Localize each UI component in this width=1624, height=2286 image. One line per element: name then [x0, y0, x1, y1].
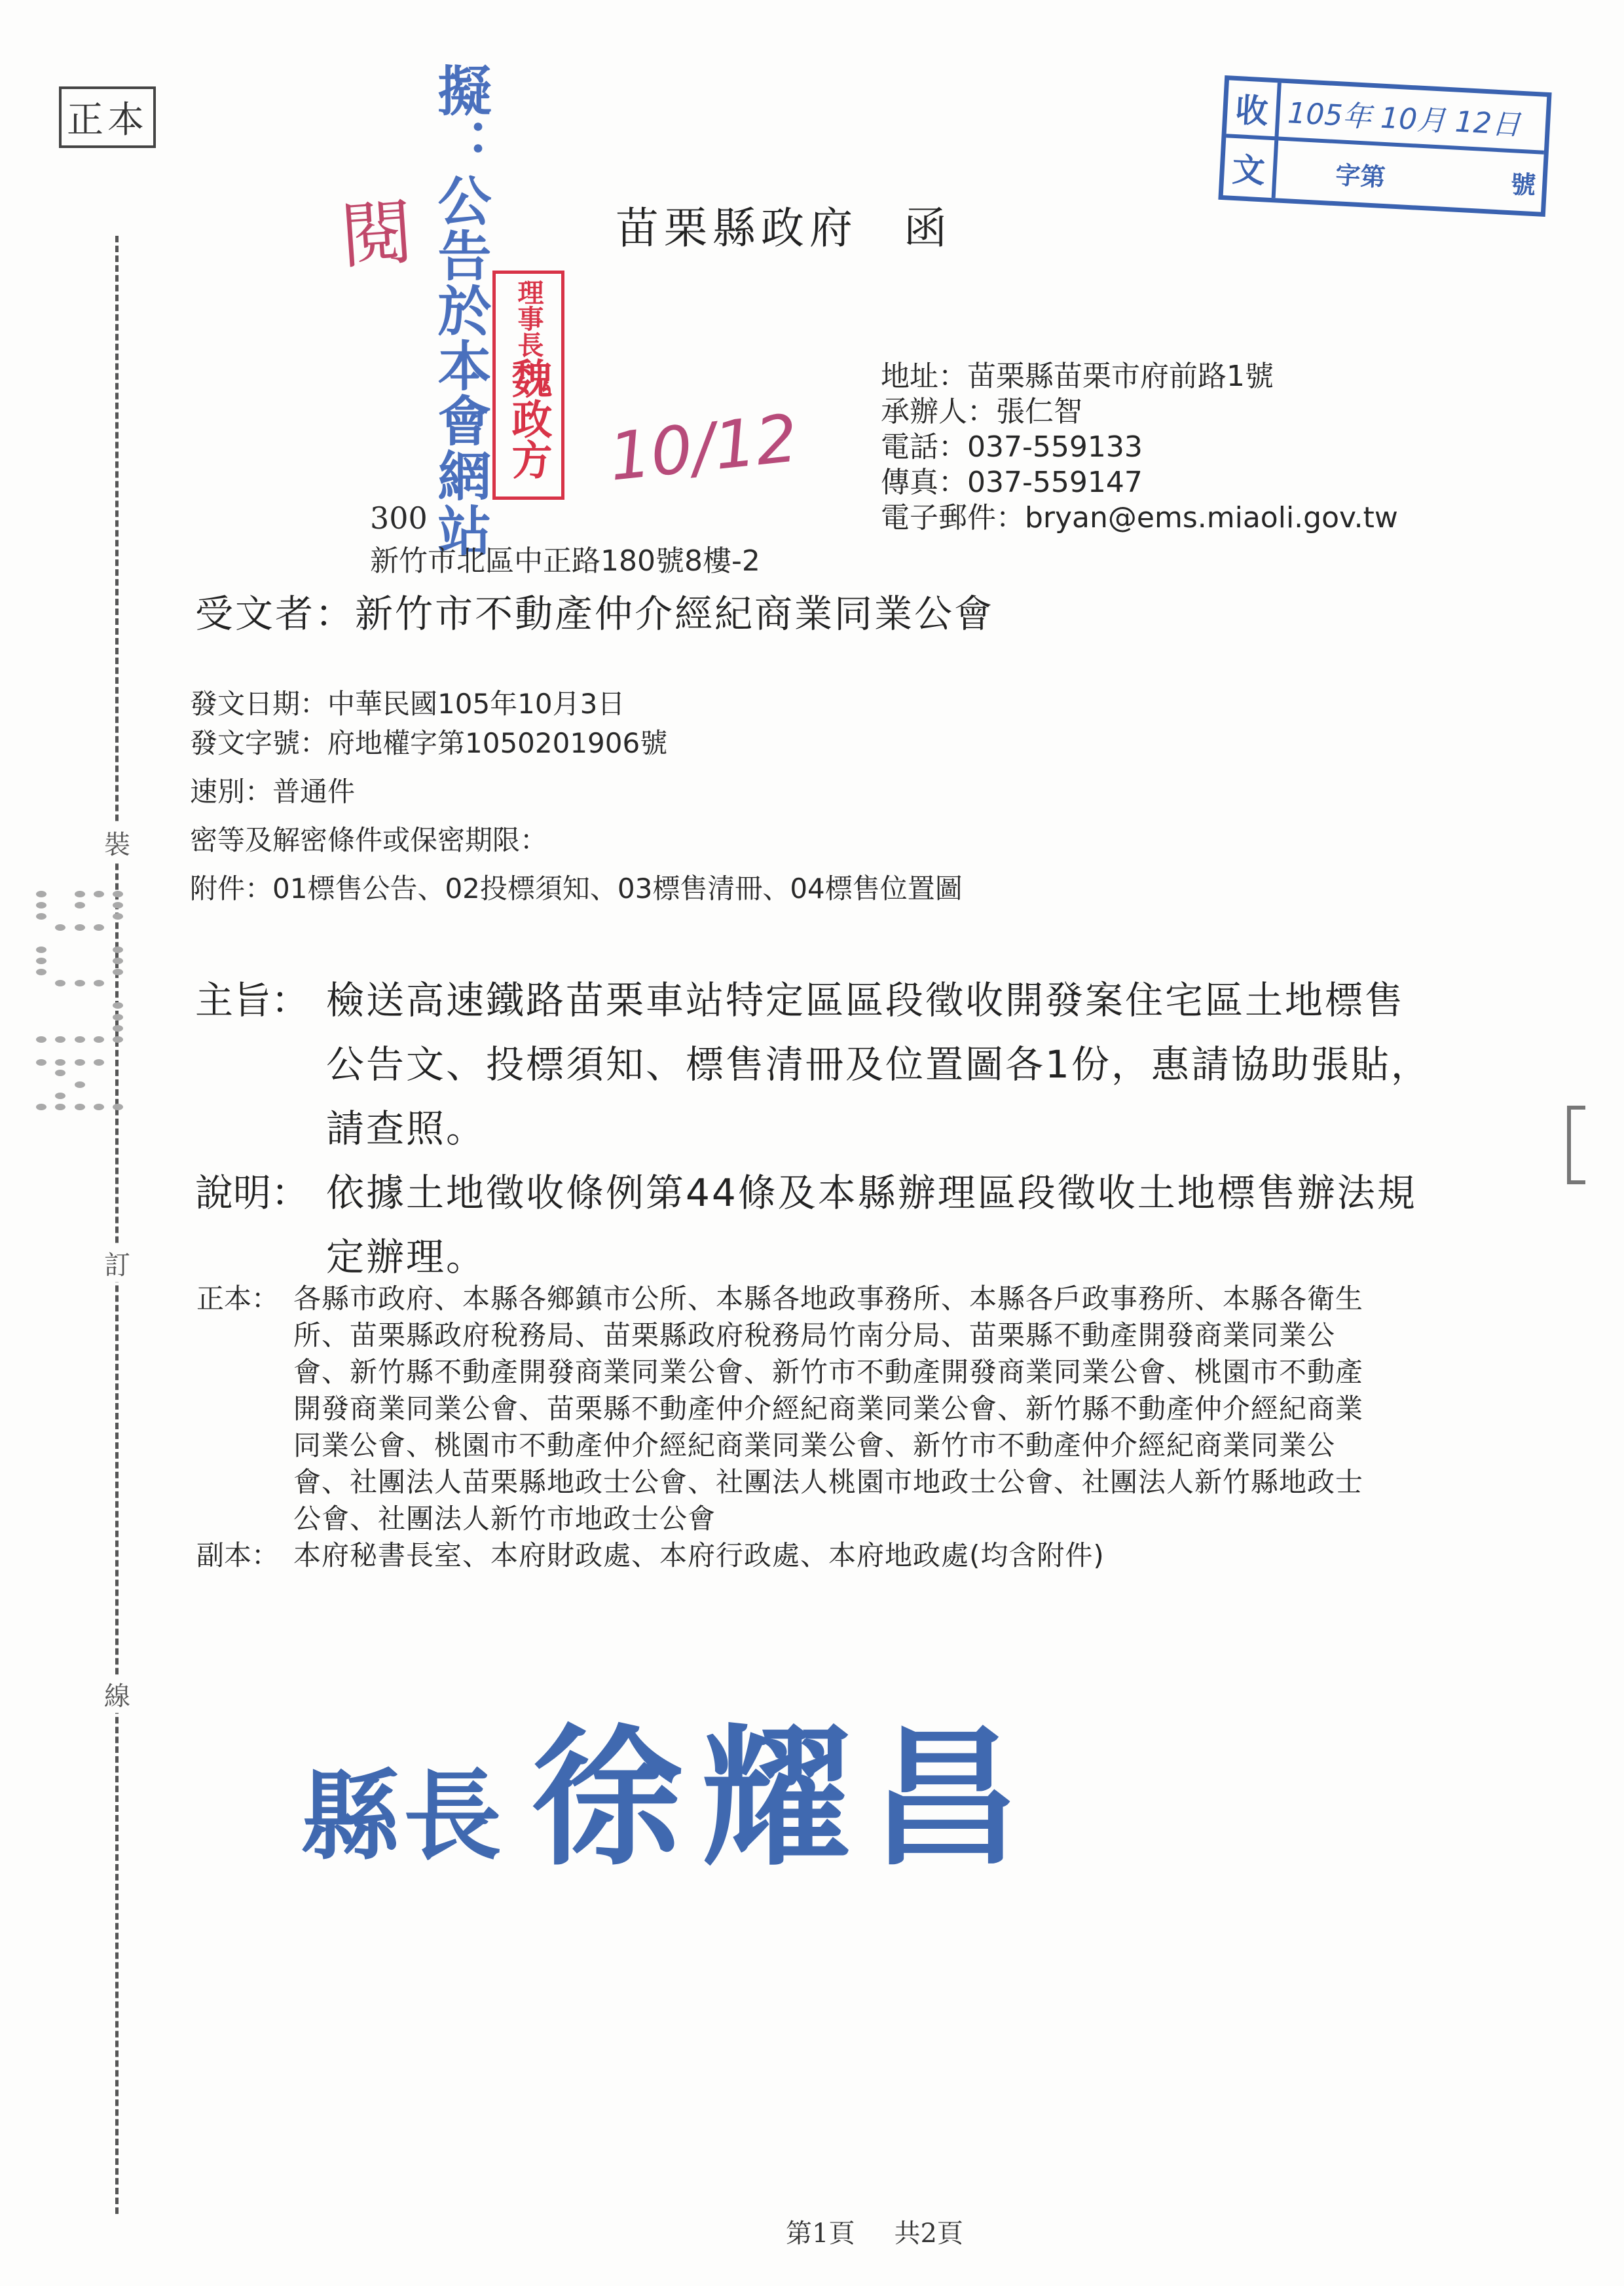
primary-label: 正本： [196, 1283, 280, 1315]
total-pages: 共2頁 [894, 2219, 963, 2249]
document-number: 發文字號：府地權字第1050201906號 [190, 727, 668, 759]
seal-title: 理事長 [513, 279, 544, 358]
receipt-label-bottom: 文 [1223, 138, 1278, 198]
receipt-number-suffix: 號 [1510, 168, 1537, 200]
binding-char-xian: 線 [100, 1676, 135, 1713]
document-title [616, 193, 952, 255]
binding-line [115, 236, 119, 2214]
copy-type-label: 正本 [59, 86, 156, 148]
current-page: 第1頁 [786, 2219, 855, 2249]
chairman-seal [492, 271, 564, 500]
explanation-label: 說明： [195, 1171, 310, 1215]
subject-row [195, 968, 1439, 1161]
sender-info [881, 359, 1398, 536]
cc-label: 副本： [196, 1539, 280, 1571]
magistrate-signature-stamp [301, 1677, 1039, 1894]
subject-label: 主旨： [195, 978, 310, 1022]
issuing-org: 苗栗縣政府 [616, 203, 858, 253]
recipient: 受文者：新竹市不動產仲介經紀商業同業公會 [195, 591, 995, 636]
sender-fax: 傳真：037-559147 [881, 466, 1143, 499]
security-level: 密等及解密條件或保密期限： [190, 824, 548, 856]
document-kind: 函 [904, 203, 952, 253]
binding-char-ding: 訂 [100, 1245, 135, 1282]
seal-name: 魏政方 [505, 358, 553, 479]
issue-date: 發文日期：中華民國105年10月3日 [190, 688, 625, 720]
side-seal-mark [1567, 1106, 1585, 1184]
sender-address: 地址：苗栗縣苗栗市府前路1號 [881, 360, 1274, 393]
document-body [195, 968, 1439, 1289]
signature-name: 徐耀昌 [532, 1710, 1039, 1886]
explanation-row [195, 1161, 1439, 1289]
priority: 速別：普通件 [190, 776, 356, 808]
receipt-stamp [1218, 75, 1551, 217]
distribution-list [196, 1281, 1388, 1574]
read-mark-handwriting: 閱 [338, 190, 416, 279]
document-meta [190, 684, 963, 909]
signature-title: 縣長 [301, 1759, 506, 1874]
primary-recipients-row [196, 1281, 1388, 1537]
binding-char-zhuang: 裝 [100, 824, 135, 861]
subject-text: 檢送高速鐵路苗栗車站特定區區段徵收開發案住宅區土地標售公告文、投標須知、標售清冊及位置圖各1份，惠請協助張貼，請查照。 [326, 978, 1431, 1151]
cc-recipients: 本府秘書長室、本府財政處、本府行政處、本府地政處(均含附件) [293, 1539, 1105, 1571]
handwritten-date: 10/12 [605, 400, 802, 496]
explanation-text: 依據土地徵收條例第44條及本縣辦理區段徵收土地標售辦法規定辦理。 [326, 1171, 1417, 1279]
recipient-zip: 300 [370, 500, 428, 536]
receipt-label-top: 收 [1226, 80, 1281, 140]
primary-recipients: 各縣市政府、本縣各鄉鎮市公所、本縣各地政事務所、本縣各戶政事務所、本縣各衛生所、苗栗縣政府稅務局、苗栗縣政府稅務局竹南分局、苗栗縣不動產開發商業同業公會、新竹縣不動產開發商業同業公會、新竹市不動產開發商業同業公會、桃園市不動產開發商業同業公會、苗栗縣不動產仲介經紀商業同業公會、新竹縣不動產仲介經紀商業同業公會、桃園市不動產仲介經紀商業同業公會、新竹市不動產仲介經紀商業同業公會、社團法人苗栗縣地政士公會、社團法人桃園市地政士公會、社團法人新竹縣地政士公會、社團法人新竹市地政士公會 [293, 1283, 1364, 1535]
attachments: 附件：01標售公告、02投標須知、03標售清冊、04標售位置圖 [190, 872, 963, 905]
sender-phone: 電話：037-559133 [881, 430, 1143, 464]
sender-contact: 承辦人：張仁智 [881, 395, 1082, 428]
proposal-stamp: 擬：公告於本會網站 [429, 63, 492, 558]
receipt-date: 105年 10月 12日 [1278, 83, 1547, 155]
receipt-number-label: 字第 [1335, 159, 1386, 192]
recipient-address: 新竹市北區中正路180號8樓-2 [370, 544, 760, 578]
cc-row [196, 1537, 1388, 1574]
sender-email[interactable]: 電子郵件：bryan@ems.miaoli.gov.tw [881, 501, 1398, 534]
page-number [786, 2213, 963, 2250]
